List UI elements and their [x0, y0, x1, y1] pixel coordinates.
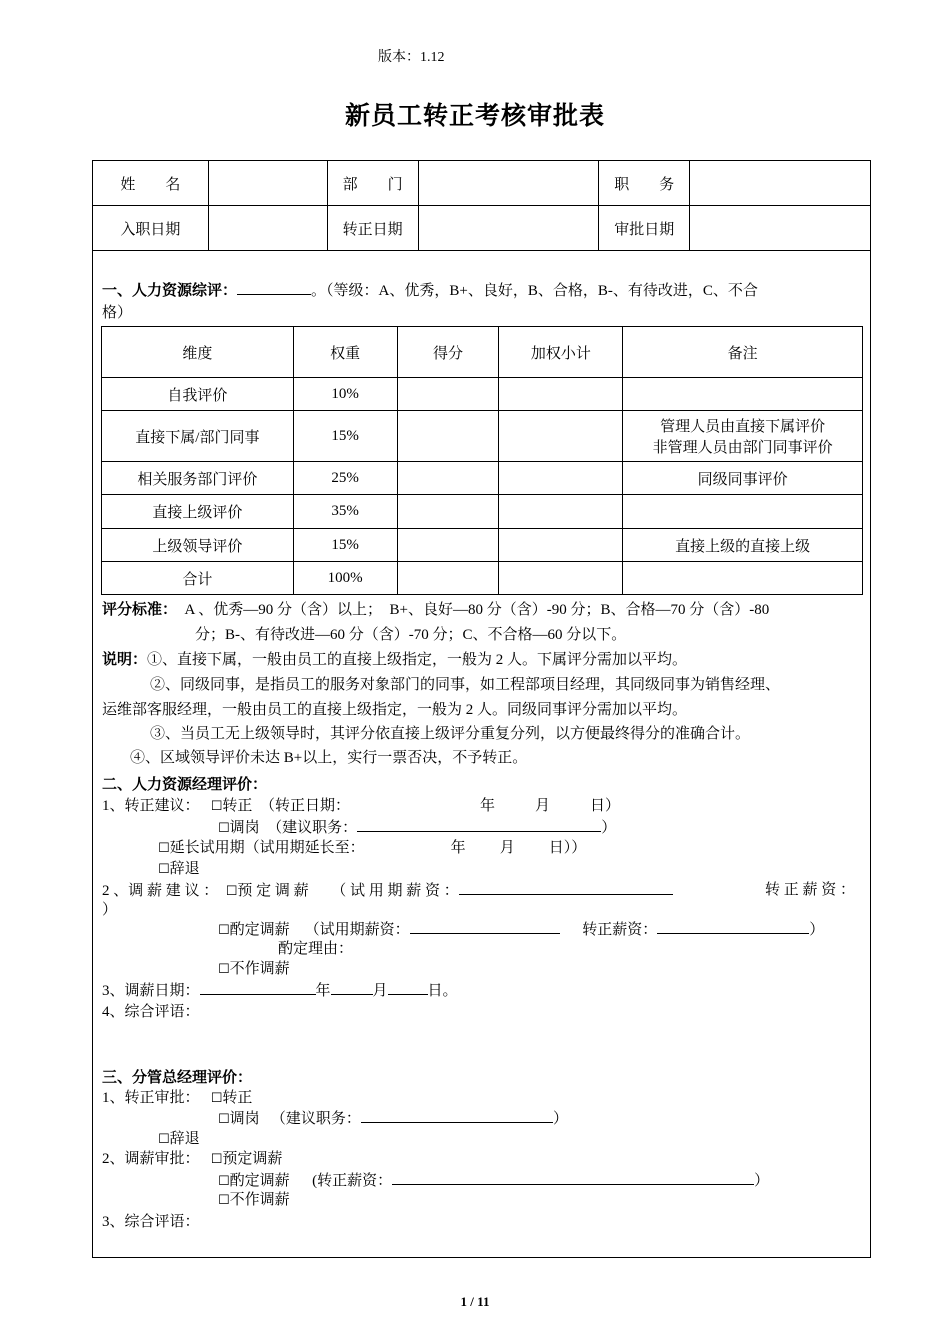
year-label: 年	[450, 840, 466, 856]
probation-salary-label: （ 试 用 期 薪 资 ：	[331, 883, 459, 899]
note-line: 非管理人员由部门同事评价	[652, 440, 833, 456]
regular-date-field[interactable]	[418, 206, 599, 251]
subtotal-cell[interactable]	[499, 462, 623, 495]
opt-regular: 转正	[222, 1090, 253, 1106]
s3-line-dismiss	[158, 1129, 200, 1150]
s3-line-transfer	[218, 1108, 568, 1130]
section1-heading: 一、人力资源综评：	[102, 283, 238, 299]
close-paren: ）	[571, 840, 587, 856]
note-text: ①、直接下属，一般由员工的直接上级指定，一般为 2 人。下属评分需加以平均。	[147, 652, 688, 668]
s2-line-transfer	[218, 817, 616, 839]
note-cell	[623, 562, 863, 595]
s3-label-3: 3、综合评语：	[102, 1214, 200, 1230]
hr-grade-input[interactable]	[237, 280, 311, 295]
year-label: 年	[479, 798, 495, 814]
entry-date-label: 入职日期	[93, 206, 209, 251]
opt-discretion: 酌定调薪	[229, 922, 290, 938]
section3-heading: 三、分管总经理评价：	[102, 1070, 253, 1086]
dim-cell: 直接下属/部门同事	[102, 411, 294, 462]
score-cell[interactable]	[397, 462, 499, 495]
note-line-2b: 运维部客服经理，一般由员工的直接上级指定，一般为 2 人。同级同事评分需加以平均。	[102, 702, 688, 718]
score-cell[interactable]	[397, 562, 499, 595]
opt-dismiss: 辞退	[169, 1131, 200, 1147]
note-cell	[623, 378, 863, 411]
subtotal-cell[interactable]	[499, 495, 623, 529]
s3-line-none	[218, 1190, 290, 1211]
col-header: 权重	[293, 327, 397, 378]
section1-heading-line	[102, 280, 862, 324]
probation-salary-input[interactable]	[459, 880, 673, 895]
s3-label-2: 2、调薪审批：	[102, 1151, 200, 1167]
suggest-pos-label: （建议职务：	[267, 820, 358, 836]
year-label: 年	[315, 983, 331, 999]
dim-cell: 上级领导评价	[102, 529, 294, 562]
opt-extend: 延长试用期（试用期延长至：	[169, 840, 365, 856]
note-cell: 同级同事评价	[623, 462, 863, 495]
close-paren: ）	[102, 902, 118, 918]
s3-label-1: 1、转正审批：	[102, 1090, 200, 1106]
note-line-3: ③、当员工无上级领导时，其评分依直接上级评分重复分列，以方便最终得分的准确合计。	[150, 726, 751, 742]
score-cell[interactable]	[397, 378, 499, 411]
month-label: 月	[372, 983, 388, 999]
score-table	[101, 326, 863, 595]
weight-cell: 25%	[293, 462, 397, 495]
s2-line-3	[102, 980, 458, 1001]
regular-salary-label: 转正薪资：	[582, 922, 658, 938]
section2-heading: 二、人力资源经理评价：	[102, 777, 268, 793]
s3-line-2	[102, 1149, 282, 1170]
day-label: 日。	[427, 983, 458, 999]
month-label: 月	[534, 798, 550, 814]
weight-cell: 10%	[293, 378, 397, 411]
col-header: 备注	[623, 327, 863, 378]
opt-discretion: 酌定调薪	[229, 1173, 290, 1189]
page-number: 1 / 11	[460, 1294, 490, 1309]
note-label: 说明：	[102, 652, 148, 668]
position-field[interactable]	[690, 161, 871, 206]
note-line-2a: ②、同级同事，是指员工的服务对象部门的同事，如工程部项目经理，其同级同事为销售经理、	[150, 677, 781, 693]
weight-cell: 15%	[293, 411, 397, 462]
opt-none: 不作调薪	[229, 1192, 290, 1208]
dept-field[interactable]	[418, 161, 599, 206]
dim-cell: 相关服务部门评价	[102, 462, 294, 495]
day-label: 日）	[589, 798, 620, 814]
opt-fixed: 预 定 调 薪	[237, 883, 309, 899]
opt-fixed: 预定调薪	[222, 1151, 283, 1167]
probation-salary-input[interactable]	[410, 919, 560, 934]
s3-line-1	[102, 1088, 252, 1109]
score-cell[interactable]	[397, 529, 499, 562]
close-paren: ）	[754, 1173, 770, 1189]
grade-legend: 。（等级：A、优秀，B+、良好，B、合格，B-、有待改进，C、不合	[311, 283, 758, 299]
regular-salary-input[interactable]	[392, 1170, 754, 1185]
checkbox-regular[interactable]: ☐	[210, 799, 223, 814]
adjust-month-input[interactable]	[331, 980, 373, 995]
adjust-year-input[interactable]	[200, 980, 316, 995]
page-title: 新员工转正考核审批表	[344, 101, 605, 130]
opt-none: 不作调薪	[229, 961, 290, 977]
suggest-pos-label: （建议职务：	[270, 1111, 361, 1127]
close-paren: ）	[552, 1111, 568, 1127]
table-row	[102, 562, 863, 595]
score-cell[interactable]	[397, 411, 499, 462]
reason-label: 酌定理由：	[278, 941, 354, 957]
regular-salary-label: (转正薪资：	[312, 1173, 393, 1189]
dim-cell: 自我评价	[102, 378, 294, 411]
day-label: 日）	[548, 840, 572, 856]
s3-line-discretion	[218, 1170, 769, 1192]
table-row	[102, 495, 863, 529]
checkbox-dismiss[interactable]: ☐	[158, 862, 170, 877]
employee-info-table	[92, 160, 871, 251]
checkbox-fixed[interactable]: ☐	[225, 884, 238, 899]
opt-transfer: 调岗	[229, 1111, 260, 1127]
checkbox-extend[interactable]: ☐	[158, 841, 170, 856]
regular-salary-label: 转 正 薪 资 ：	[765, 882, 856, 898]
note-line-4: ④、区域领导评价未达 B+以上，实行一票否决，不予转正。	[130, 750, 528, 766]
s2-label-2: 2 、调 薪 建 议 ：	[102, 883, 219, 899]
criteria-text: A 、优秀—90 分（含）以上； B+、良好—80 分（含）-90 分；B、合格—70 分（含）-80	[184, 602, 770, 618]
regular-salary-input[interactable]	[657, 919, 809, 934]
col-header: 加权小计	[499, 327, 623, 378]
position-label: 职 务	[599, 161, 690, 206]
dept-label: 部 门	[327, 161, 418, 206]
checkbox-dismiss[interactable]: ☐	[158, 1132, 170, 1147]
checkbox-transfer[interactable]: ☐	[218, 821, 230, 836]
close-paren: ）	[601, 820, 617, 836]
criteria-label: 评分标准：	[102, 602, 178, 618]
s2-label-3: 3、调薪日期：	[102, 983, 200, 999]
s2-line-1	[102, 796, 620, 817]
s2-line-none	[218, 959, 290, 980]
note-line-1	[102, 650, 687, 670]
note-cell: 直接上级的直接上级	[623, 529, 863, 562]
opt-dismiss: 辞退	[169, 861, 200, 877]
checkbox-transfer[interactable]: ☐	[218, 1112, 230, 1127]
suggest-pos-input[interactable]	[357, 817, 601, 832]
entry-date-field[interactable]	[208, 206, 327, 251]
close-paren: ）	[809, 922, 825, 938]
checkbox-none[interactable]: ☐	[218, 1193, 230, 1208]
table-row	[102, 378, 863, 411]
subtotal-cell[interactable]	[499, 562, 623, 595]
criteria-line-2: 分；B-、有待改进—60 分（含）-70 分；C、不合格—60 分以下。	[195, 627, 627, 643]
table-row	[102, 411, 863, 462]
checkbox-regular[interactable]: ☐	[210, 1091, 223, 1106]
s2-label-4: 4、综合评语：	[102, 1004, 200, 1020]
opt-regular: 转正	[222, 798, 253, 814]
subtotal-cell[interactable]	[499, 411, 623, 462]
adjust-day-input[interactable]	[388, 980, 428, 995]
col-header: 维度	[102, 327, 294, 378]
table-row	[102, 462, 863, 495]
s2-line-2	[102, 880, 673, 902]
table-row	[102, 529, 863, 562]
checkbox-discretion[interactable]: ☐	[218, 1174, 230, 1189]
s2-line-discretion	[218, 919, 824, 941]
weight-cell: 100%	[293, 562, 397, 595]
grade-legend-cont: 格）	[102, 305, 133, 321]
dim-cell: 合计	[102, 562, 294, 595]
opt-transfer: 调岗	[229, 820, 260, 836]
criteria-line-1	[102, 600, 769, 620]
weight-cell: 35%	[293, 495, 397, 529]
name-field[interactable]	[208, 161, 327, 206]
weight-cell: 15%	[293, 529, 397, 562]
s2-label-1: 1、转正建议：	[102, 798, 200, 814]
approve-date-label: 审批日期	[599, 206, 690, 251]
approve-date-field[interactable]	[690, 206, 871, 251]
version-label: 版本：1.12	[378, 50, 445, 65]
regular-date-label: 转正日期	[327, 206, 418, 251]
note-cell	[623, 495, 863, 529]
note-cell	[623, 411, 863, 462]
checkbox-none[interactable]: ☐	[218, 962, 230, 977]
col-header: 得分	[397, 327, 499, 378]
probation-salary-label: （试用期薪资：	[304, 922, 410, 938]
checkbox-fixed[interactable]: ☐	[210, 1152, 223, 1167]
month-label: 月	[499, 840, 515, 856]
regular-date-text: （转正日期：	[259, 798, 350, 814]
subtotal-cell[interactable]	[499, 529, 623, 562]
s2-line-dismiss	[158, 859, 200, 880]
s2-line-extend	[158, 838, 586, 859]
dim-cell: 直接上级评价	[102, 495, 294, 529]
note-line: 管理人员由直接下属评价	[660, 419, 826, 435]
name-label: 姓 名	[93, 161, 209, 206]
score-cell[interactable]	[397, 495, 499, 529]
subtotal-cell[interactable]	[499, 378, 623, 411]
suggest-pos-input[interactable]	[361, 1108, 553, 1123]
checkbox-discretion[interactable]: ☐	[218, 923, 230, 938]
